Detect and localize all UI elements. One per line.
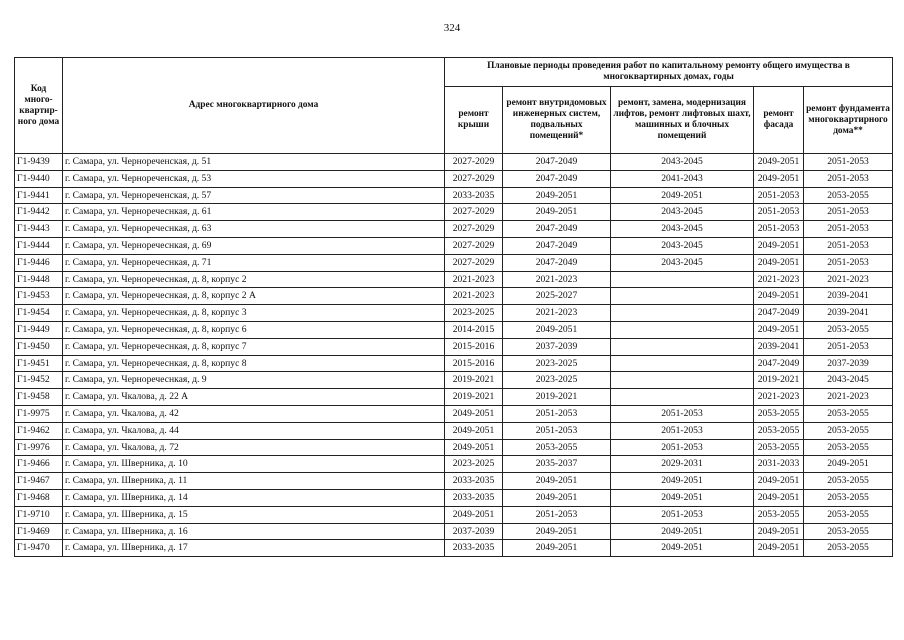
cell-address: г. Самара, ул. Черноречеснкая, д. 8, корпус 6 (63, 321, 445, 338)
cell-roof: 2033-2035 (445, 540, 503, 557)
cell-code: Г1-9467 (15, 473, 63, 490)
cell-address: г. Самара, ул. Шверника, д. 15 (63, 506, 445, 523)
header-engineering: ремонт внутридомовых инженерных систем, подвальных помещений* (503, 87, 611, 154)
cell-engineering: 2025-2027 (503, 288, 611, 305)
table-row (15, 489, 893, 506)
cell-elevators (611, 305, 754, 322)
cell-foundation: 2043-2045 (804, 372, 893, 389)
cell-roof: 2019-2021 (445, 389, 503, 406)
cell-code: Г1-9458 (15, 389, 63, 406)
cell-elevators: 2041-2043 (611, 170, 754, 187)
table-row (15, 389, 893, 406)
cell-code: Г1-9454 (15, 305, 63, 322)
cell-foundation: 2051-2053 (804, 170, 893, 187)
cell-foundation: 2051-2053 (804, 154, 893, 171)
table-row (15, 305, 893, 322)
cell-roof: 2049-2051 (445, 506, 503, 523)
cell-code: Г1-9444 (15, 237, 63, 254)
table-row (15, 506, 893, 523)
cell-facade: 2039-2041 (754, 338, 804, 355)
cell-roof: 2015-2016 (445, 338, 503, 355)
cell-foundation: 2021-2023 (804, 271, 893, 288)
cell-engineering: 2021-2023 (503, 305, 611, 322)
cell-foundation: 2053-2055 (804, 405, 893, 422)
cell-elevators: 2043-2045 (611, 237, 754, 254)
cell-facade: 2047-2049 (754, 355, 804, 372)
table-row (15, 422, 893, 439)
table-header (15, 58, 893, 154)
cell-foundation: 2053-2055 (804, 506, 893, 523)
cell-foundation: 2051-2053 (804, 237, 893, 254)
cell-address: г. Самара, ул. Чкалова, д. 72 (63, 439, 445, 456)
cell-address: г. Самара, ул. Чкалова, д. 44 (63, 422, 445, 439)
cell-address: г. Самара, ул. Чернореченская, д. 51 (63, 154, 445, 171)
table-row (15, 271, 893, 288)
cell-elevators: 2051-2053 (611, 506, 754, 523)
cell-foundation: 2037-2039 (804, 355, 893, 372)
cell-engineering: 2019-2021 (503, 389, 611, 406)
cell-roof: 2049-2051 (445, 439, 503, 456)
cell-code: Г1-9466 (15, 456, 63, 473)
cell-foundation: 2053-2055 (804, 439, 893, 456)
cell-engineering: 2047-2049 (503, 154, 611, 171)
table-row (15, 237, 893, 254)
header-roof: ремонт крыши (445, 87, 503, 154)
cell-engineering: 2037-2039 (503, 338, 611, 355)
table-row (15, 221, 893, 238)
table-row (15, 154, 893, 171)
cell-facade: 2049-2051 (754, 540, 804, 557)
cell-roof: 2014-2015 (445, 321, 503, 338)
table-row (15, 254, 893, 271)
cell-elevators: 2043-2045 (611, 154, 754, 171)
cell-roof: 2037-2039 (445, 523, 503, 540)
cell-engineering: 2047-2049 (503, 237, 611, 254)
cell-code: Г1-9450 (15, 338, 63, 355)
header-elevators: ремонт, замена, модернизация лифтов, ремонт лифтовых шахт, машинных и блочных помещений (611, 87, 754, 154)
cell-roof: 2033-2035 (445, 489, 503, 506)
cell-facade: 2049-2051 (754, 237, 804, 254)
header-facade: ремонт фасада (754, 87, 804, 154)
cell-foundation: 2049-2051 (804, 456, 893, 473)
cell-address: г. Самара, ул. Черноречеснкая, д. 9 (63, 372, 445, 389)
cell-facade: 2021-2023 (754, 271, 804, 288)
cell-code: Г1-9448 (15, 271, 63, 288)
cell-engineering: 2023-2025 (503, 355, 611, 372)
header-address: Адрес многоквартирного дома (63, 58, 445, 154)
cell-foundation: 2053-2055 (804, 540, 893, 557)
cell-code: Г1-9442 (15, 204, 63, 221)
cell-code: Г1-9446 (15, 254, 63, 271)
table-row (15, 439, 893, 456)
cell-elevators: 2049-2051 (611, 489, 754, 506)
table-row (15, 288, 893, 305)
table-row (15, 523, 893, 540)
cell-foundation: 2051-2053 (804, 221, 893, 238)
cell-code: Г1-9462 (15, 422, 63, 439)
cell-facade: 2053-2055 (754, 422, 804, 439)
cell-engineering: 2051-2053 (503, 422, 611, 439)
cell-code: Г1-9453 (15, 288, 63, 305)
cell-elevators: 2049-2051 (611, 523, 754, 540)
cell-code: Г1-9449 (15, 321, 63, 338)
cell-roof: 2021-2023 (445, 288, 503, 305)
cell-facade: 2021-2023 (754, 389, 804, 406)
cell-elevators: 2051-2053 (611, 405, 754, 422)
cell-foundation: 2039-2041 (804, 288, 893, 305)
cell-engineering: 2049-2051 (503, 540, 611, 557)
cell-roof: 2049-2051 (445, 422, 503, 439)
cell-code: Г1-9468 (15, 489, 63, 506)
cell-engineering: 2049-2051 (503, 523, 611, 540)
cell-engineering: 2021-2023 (503, 271, 611, 288)
cell-address: г. Самара, ул. Чкалова, д. 22 А (63, 389, 445, 406)
header-periods-group: Плановые периоды проведения работ по капитальному ремонту общего имущества в многоквартирных домах, годы (445, 58, 893, 87)
cell-engineering: 2035-2037 (503, 456, 611, 473)
cell-engineering: 2053-2055 (503, 439, 611, 456)
cell-engineering: 2047-2049 (503, 170, 611, 187)
cell-address: г. Самара, ул. Шверника, д. 10 (63, 456, 445, 473)
cell-foundation: 2053-2055 (804, 489, 893, 506)
cell-elevators (611, 288, 754, 305)
cell-engineering: 2047-2049 (503, 254, 611, 271)
cell-roof: 2027-2029 (445, 237, 503, 254)
cell-engineering: 2049-2051 (503, 473, 611, 490)
cell-address: г. Самара, ул. Чернореченская, д. 57 (63, 187, 445, 204)
cell-facade: 2053-2055 (754, 439, 804, 456)
cell-address: г. Самара, ул. Шверника, д. 16 (63, 523, 445, 540)
cell-roof: 2015-2016 (445, 355, 503, 372)
cell-code: Г1-9975 (15, 405, 63, 422)
cell-foundation: 2053-2055 (804, 523, 893, 540)
cell-foundation: 2053-2055 (804, 187, 893, 204)
cell-facade: 2049-2051 (754, 321, 804, 338)
cell-foundation: 2051-2053 (804, 254, 893, 271)
cell-roof: 2027-2029 (445, 221, 503, 238)
cell-foundation: 2053-2055 (804, 321, 893, 338)
cell-code: Г1-9452 (15, 372, 63, 389)
cell-facade: 2053-2055 (754, 506, 804, 523)
cell-engineering: 2023-2025 (503, 372, 611, 389)
cell-facade: 2049-2051 (754, 170, 804, 187)
cell-engineering: 2049-2051 (503, 204, 611, 221)
cell-address: г. Самара, ул. Шверника, д. 11 (63, 473, 445, 490)
cell-roof: 2027-2029 (445, 204, 503, 221)
cell-foundation: 2039-2041 (804, 305, 893, 322)
cell-elevators: 2043-2045 (611, 204, 754, 221)
table-row (15, 204, 893, 221)
cell-roof: 2033-2035 (445, 187, 503, 204)
cell-elevators: 2049-2051 (611, 187, 754, 204)
cell-address: г. Самара, ул. Черноречеснкая, д. 63 (63, 221, 445, 238)
page-number: 324 (443, 22, 461, 34)
cell-address: г. Самара, ул. Чкалова, д. 42 (63, 405, 445, 422)
cell-elevators: 2051-2053 (611, 439, 754, 456)
cell-address: г. Самара, ул. Черноречеснкая, д. 8, корпус 2 А (63, 288, 445, 305)
cell-elevators (611, 355, 754, 372)
cell-code: Г1-9470 (15, 540, 63, 557)
cell-engineering: 2047-2049 (503, 221, 611, 238)
cell-roof: 2033-2035 (445, 473, 503, 490)
header-foundation: ремонт фундамента многоквартирного дома** (804, 87, 893, 154)
cell-address: г. Самара, ул. Черноречеснкая, д. 8, корпус 7 (63, 338, 445, 355)
table-row (15, 355, 893, 372)
cell-code: Г1-9451 (15, 355, 63, 372)
cell-elevators (611, 389, 754, 406)
cell-elevators: 2043-2045 (611, 254, 754, 271)
header-code: Код много-квартир-ного дома (15, 58, 63, 154)
cell-facade: 2047-2049 (754, 305, 804, 322)
table-row (15, 338, 893, 355)
cell-elevators: 2043-2045 (611, 221, 754, 238)
cell-facade: 2051-2053 (754, 187, 804, 204)
cell-elevators: 2049-2051 (611, 540, 754, 557)
cell-elevators (611, 321, 754, 338)
cell-facade: 2053-2055 (754, 405, 804, 422)
cell-code: Г1-9439 (15, 154, 63, 171)
cell-code: Г1-9441 (15, 187, 63, 204)
table-row (15, 540, 893, 557)
cell-engineering: 2049-2051 (503, 187, 611, 204)
cell-facade: 2019-2021 (754, 372, 804, 389)
cell-address: г. Самара, ул. Шверника, д. 14 (63, 489, 445, 506)
cell-facade: 2051-2053 (754, 204, 804, 221)
table-row (15, 405, 893, 422)
table-row (15, 473, 893, 490)
cell-facade: 2049-2051 (754, 288, 804, 305)
cell-facade: 2049-2051 (754, 523, 804, 540)
cell-foundation: 2051-2053 (804, 338, 893, 355)
cell-address: г. Самара, ул. Черноречеснкая, д. 69 (63, 237, 445, 254)
cell-roof: 2023-2025 (445, 305, 503, 322)
cell-address: г. Самара, ул. Черноречеснкая, д. 71 (63, 254, 445, 271)
cell-roof: 2049-2051 (445, 405, 503, 422)
cell-address: г. Самара, ул. Черноречеснкая, д. 8, корпус 8 (63, 355, 445, 372)
table-row (15, 372, 893, 389)
cell-address: г. Самара, ул. Чернореченская, д. 53 (63, 170, 445, 187)
cell-elevators (611, 372, 754, 389)
cell-roof: 2023-2025 (445, 456, 503, 473)
cell-facade: 2049-2051 (754, 473, 804, 490)
table-row (15, 187, 893, 204)
cell-elevators: 2029-2031 (611, 456, 754, 473)
table-body (15, 154, 893, 557)
cell-facade: 2051-2053 (754, 221, 804, 238)
cell-roof: 2027-2029 (445, 254, 503, 271)
cell-code: Г1-9710 (15, 506, 63, 523)
cell-facade: 2049-2051 (754, 154, 804, 171)
cell-facade: 2031-2033 (754, 456, 804, 473)
cell-foundation: 2053-2055 (804, 473, 893, 490)
cell-elevators: 2049-2051 (611, 473, 754, 490)
cell-foundation: 2051-2053 (804, 204, 893, 221)
cell-facade: 2049-2051 (754, 254, 804, 271)
cell-engineering: 2051-2053 (503, 405, 611, 422)
cell-roof: 2021-2023 (445, 271, 503, 288)
cell-code: Г1-9440 (15, 170, 63, 187)
cell-elevators (611, 338, 754, 355)
cell-roof: 2027-2029 (445, 154, 503, 171)
table-row (15, 170, 893, 187)
cell-roof: 2027-2029 (445, 170, 503, 187)
cell-engineering: 2049-2051 (503, 489, 611, 506)
cell-elevators (611, 271, 754, 288)
table-row (15, 321, 893, 338)
cell-engineering: 2051-2053 (503, 506, 611, 523)
cell-code: Г1-9976 (15, 439, 63, 456)
cell-roof: 2019-2021 (445, 372, 503, 389)
cell-elevators: 2051-2053 (611, 422, 754, 439)
cell-facade: 2049-2051 (754, 489, 804, 506)
capital-repair-table (14, 57, 893, 557)
cell-code: Г1-9469 (15, 523, 63, 540)
cell-engineering: 2049-2051 (503, 321, 611, 338)
cell-address: г. Самара, ул. Черноречеснкая, д. 8, корпус 2 (63, 271, 445, 288)
cell-address: г. Самара, ул. Черноречеснкая, д. 8, корпус 3 (63, 305, 445, 322)
cell-address: г. Самара, ул. Черноречеснкая, д. 61 (63, 204, 445, 221)
cell-address: г. Самара, ул. Шверника, д. 17 (63, 540, 445, 557)
cell-code: Г1-9443 (15, 221, 63, 238)
cell-foundation: 2021-2023 (804, 389, 893, 406)
cell-foundation: 2053-2055 (804, 422, 893, 439)
table-row (15, 456, 893, 473)
